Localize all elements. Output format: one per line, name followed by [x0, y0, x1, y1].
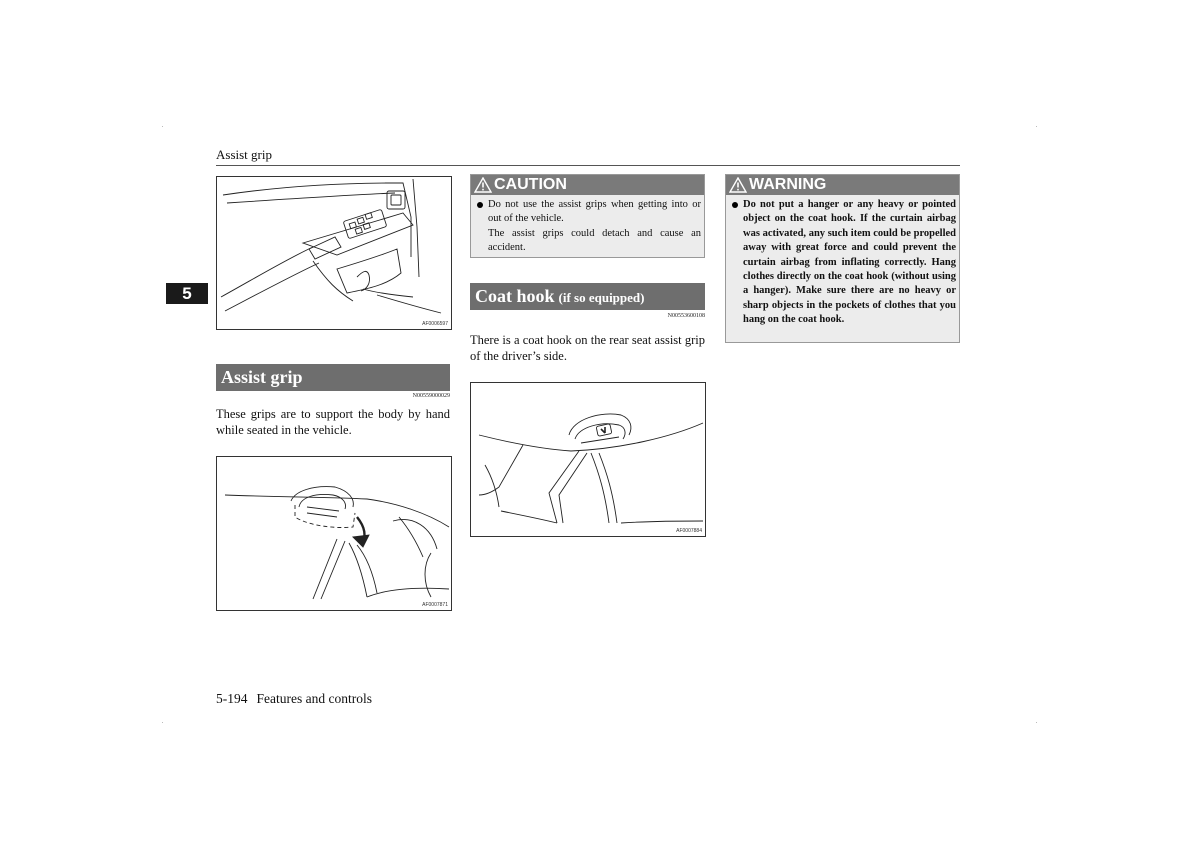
page-footer [216, 691, 372, 707]
warning-bullet-item [732, 198, 956, 328]
warning-label: WARNING [749, 176, 827, 193]
caution-header [471, 175, 704, 195]
door-panel-figure [216, 176, 452, 330]
coat-hook-illustration [471, 383, 705, 536]
caution-bullet-item [477, 198, 701, 227]
crop-mark [162, 126, 163, 127]
bullet-icon [477, 202, 483, 208]
crop-mark [1036, 126, 1037, 127]
caution-body [471, 195, 704, 260]
warning-bullet-text: Do not put a hanger or any heavy or pointed object on the coat hook. If the curtain airbag was activated, any such item could be propelled away with great force and could prevent the curtain airbag from inflating correctly. Hang clothes directly on the coat hook (without using a hanger). Make sure there are no heavy or sharp objects in the pockets of clothes that you hang on the coat hook. [743, 199, 956, 326]
page-number: 5-194 [216, 691, 248, 706]
warning-triangle-icon [474, 177, 492, 193]
chapter-tab: 5 [166, 283, 208, 304]
coat-hook-figure [470, 382, 706, 537]
section-heading-coat-hook [470, 283, 705, 310]
caution-continuation: The assist grips could detach and cause an accident. [488, 227, 701, 254]
warning-triangle-icon [729, 177, 747, 193]
warning-header [726, 175, 959, 195]
section-title: Coat hook [475, 286, 555, 306]
running-title: Assist grip [216, 147, 272, 162]
warning-body [726, 195, 959, 332]
warning-box [725, 174, 960, 343]
caution-bullet-text: Do not use the assist grips when getting into or out of the vehicle. [488, 199, 701, 225]
footer-section-title: Features and controls [256, 691, 372, 706]
figure-code: AF0007871 [422, 602, 448, 608]
figure-code: AF0007884 [676, 528, 702, 534]
caution-box [470, 174, 705, 258]
crop-mark [1036, 722, 1037, 723]
caution-label: CAUTION [494, 176, 567, 193]
bullet-icon [732, 202, 738, 208]
assist-grip-description: These grips are to support the body by hand while seated in the vehicle. [216, 407, 450, 437]
door-panel-illustration [217, 177, 451, 329]
assist-grip-figure [216, 456, 452, 611]
crop-mark [162, 722, 163, 723]
coat-hook-description: There is a coat hook on the rear seat assist grip of the driver’s side. [470, 333, 705, 363]
section-code: N00559000029 [412, 393, 450, 399]
section-subtitle: (if so equipped) [558, 290, 645, 305]
assist-grip-illustration [217, 457, 451, 610]
section-heading-assist-grip [216, 364, 450, 391]
section-title: Assist grip [221, 367, 303, 387]
section-code: N00553600108 [667, 313, 705, 319]
figure-code: AF0006597 [422, 321, 448, 327]
header-rule [216, 165, 960, 166]
